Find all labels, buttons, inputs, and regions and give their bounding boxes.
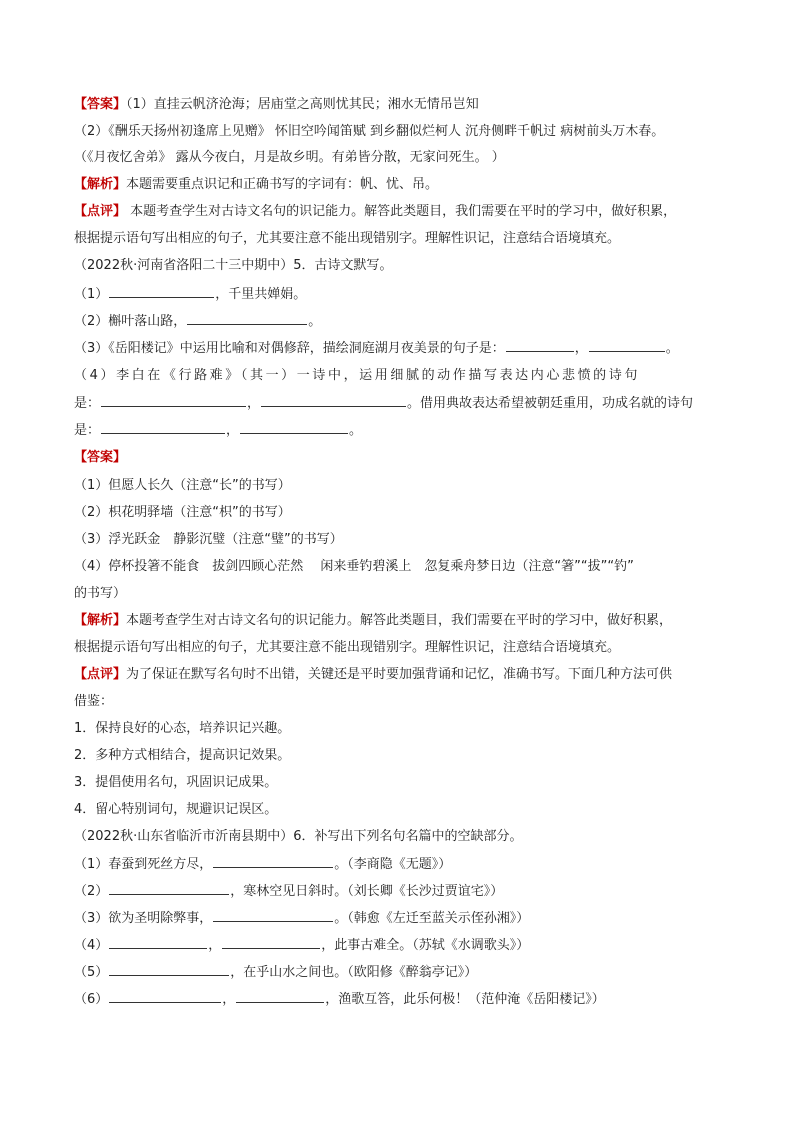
comment-tag: 【点评】	[74, 204, 127, 219]
tip-item: 3．提倡使用名句，巩固识记成果。	[74, 775, 278, 790]
analysis-text: 本题考查学生对古诗文名句的识记能力。解答此类题目，我们需要在平时的学习中，做好积累，	[126, 613, 673, 628]
tip-item: 4．留心特别词句，规避识记误区。	[74, 802, 278, 817]
q5-answer-2: （2）枳花明驿墙（注意“枳”的书写）	[74, 505, 291, 520]
q6-source: （2022秋·山东省临沂市沂南县期中）6．补写出下列名句名篇中的空缺部分。	[74, 829, 523, 844]
answer-blank[interactable]	[213, 909, 333, 922]
answer-blank[interactable]	[261, 394, 406, 407]
item-end: ，此事古难全。（苏轼《水调歌头》）	[321, 938, 530, 953]
item-sep: ，	[208, 938, 222, 953]
answer-blank[interactable]	[101, 421, 225, 434]
item-text: ，千里共婵娟。	[215, 287, 307, 302]
item-end: 。	[349, 423, 363, 438]
item-end: 。	[308, 314, 322, 329]
answer-tag: 【答案】	[74, 97, 127, 112]
q5-analysis-line-1	[74, 612, 672, 630]
tip-item: 2．多种方式相结合，提高识记效果。	[74, 748, 291, 763]
q5-source: （2022秋·河南省洛阳二十三中期中）5．古诗文默写。	[74, 258, 393, 273]
answer-blank[interactable]	[213, 855, 333, 868]
item-text: （3）欲为圣明除弊事，	[74, 911, 213, 926]
q6-item-2	[74, 882, 503, 901]
q6-item-4	[74, 936, 529, 955]
q5-answer-1: （1）但愿人长久（注意“长”的书写）	[74, 478, 291, 493]
q4-analysis	[74, 176, 438, 194]
item-end: 。（李商隐《无题》）	[334, 857, 452, 872]
q4-comment-line-1	[74, 203, 676, 221]
answer-blank[interactable]	[240, 421, 348, 434]
item-text: （1）春蚕到死丝方尽，	[74, 857, 213, 872]
q4-comment-line-2: 根据提示语句写出相应的句子，尤其要注意不能出现错别字。理解性识记，注意结合语境填充。	[74, 231, 621, 246]
answer-blank[interactable]	[589, 339, 665, 352]
item-sep: ，	[247, 396, 261, 411]
analysis-tag: 【解析】	[74, 613, 127, 628]
q5-comment-line-1	[74, 666, 672, 684]
item-text: （2）槲叶落山路，	[74, 314, 187, 329]
comment-text: 为了保证在默写名句时不出错，关键还是平时要加强背诵和记忆，准确书写。下面几种方法可供	[126, 667, 673, 682]
q6-item-1	[74, 855, 451, 874]
q5-item-1	[74, 285, 306, 304]
comment-tag: 【点评】	[74, 667, 127, 682]
answer-text: （1）直挂云帆济沧海；居庙堂之高则忧其民；湘水无情吊岂知	[126, 97, 479, 112]
item-sep: ，	[574, 341, 588, 356]
answer-blank[interactable]	[109, 285, 214, 298]
q4-answer-line-2: （2）《酬乐天扬州初逢席上见赠》 怀旧空吟闻笛赋 到乡翻似烂柯人 沉舟侧畔千帆过 病树前头万木春。	[74, 124, 665, 139]
q5-item-3	[74, 339, 679, 358]
analysis-text: 本题需要重点识记和正确书写的字词有：帆、忧、吊。	[126, 177, 439, 192]
analysis-tag: 【解析】	[74, 177, 127, 192]
q5-answer-3: （3）浮光跃金 静影沉璧（注意“璧”的书写）	[74, 532, 343, 547]
answer-blank[interactable]	[101, 394, 246, 407]
answer-blank[interactable]	[109, 936, 207, 949]
q4-answer-line-3: （《月夜忆舍弟》 露从今夜白，月是故乡明。有弟皆分散，无家问死生。 ）	[74, 150, 505, 165]
answer-blank[interactable]	[109, 990, 221, 1003]
q4-answer-line-1	[74, 96, 479, 114]
q5-analysis-line-2: 根据提示语句写出相应的句子，尤其要注意不能出现错别字。理解性识记，注意结合语境填充。	[74, 640, 621, 655]
item-end: ，渔歌互答，此乐何极！（范仲淹《岳阳楼记》）	[325, 992, 605, 1007]
item-text: （5）	[74, 965, 109, 980]
q5-item-4-line-1: （4）李白在《行路难》（其一）一诗中，运用细腻的动作描写表达内心悲愤的诗句	[74, 368, 640, 383]
item-end: ，在乎山水之间也。（欧阳修《醉翁亭记》）	[230, 965, 478, 980]
q6-item-3	[74, 909, 529, 928]
tip-item: 1．保持良好的心态，培养识记兴趣。	[74, 721, 291, 736]
answer-blank[interactable]	[109, 882, 229, 895]
answer-blank[interactable]	[506, 339, 574, 352]
item-end: 。（韩愈《左迁至蓝关示侄孙湘》）	[334, 911, 530, 926]
q5-answer-4-line-2: 的书写）	[74, 586, 127, 601]
q5-answer-tag: 【答案】	[74, 450, 127, 465]
item-text: 是：	[74, 396, 101, 411]
item-number: （1）	[74, 287, 109, 302]
answer-blank[interactable]	[187, 312, 307, 325]
q6-item-6	[74, 990, 605, 1009]
answer-blank[interactable]	[222, 936, 320, 949]
item-text: （6）	[74, 992, 109, 1007]
answer-blank[interactable]	[109, 963, 229, 976]
q5-answer-4-line-1: （4）停杯投箸不能食 拔剑四顾心茫然 闲来垂钓碧溪上 忽复乘舟梦日边（注意“箸”“拔”“钓”	[74, 559, 634, 574]
q5-item-4-line-3	[74, 421, 362, 440]
q5-comment-line-2: 借鉴：	[74, 694, 114, 709]
item-sep: ，	[226, 423, 240, 438]
answer-blank[interactable]	[236, 990, 324, 1003]
q5-item-2	[74, 312, 321, 331]
item-end: 。借用典故表达希望被朝廷重用，功成名就的诗句	[407, 396, 694, 411]
q5-item-4-line-2	[74, 394, 693, 413]
item-text: （4）	[74, 938, 109, 953]
item-end: ，寒林空见日斜时。（刘长卿《长沙过贾谊宅》）	[230, 884, 504, 899]
item-sep: ，	[222, 992, 236, 1007]
item-text: 是：	[74, 423, 101, 438]
q6-item-5	[74, 963, 477, 982]
item-text: （3）《岳阳楼记》中运用比喻和对偶修辞，描绘洞庭湖月夜美景的句子是：	[74, 341, 505, 356]
item-end: 。	[665, 341, 679, 356]
comment-text: 本题考查学生对古诗文名句的识记能力。解答此类题目，我们需要在平时的学习中，做好积累，	[126, 204, 677, 219]
item-text: （2）	[74, 884, 109, 899]
